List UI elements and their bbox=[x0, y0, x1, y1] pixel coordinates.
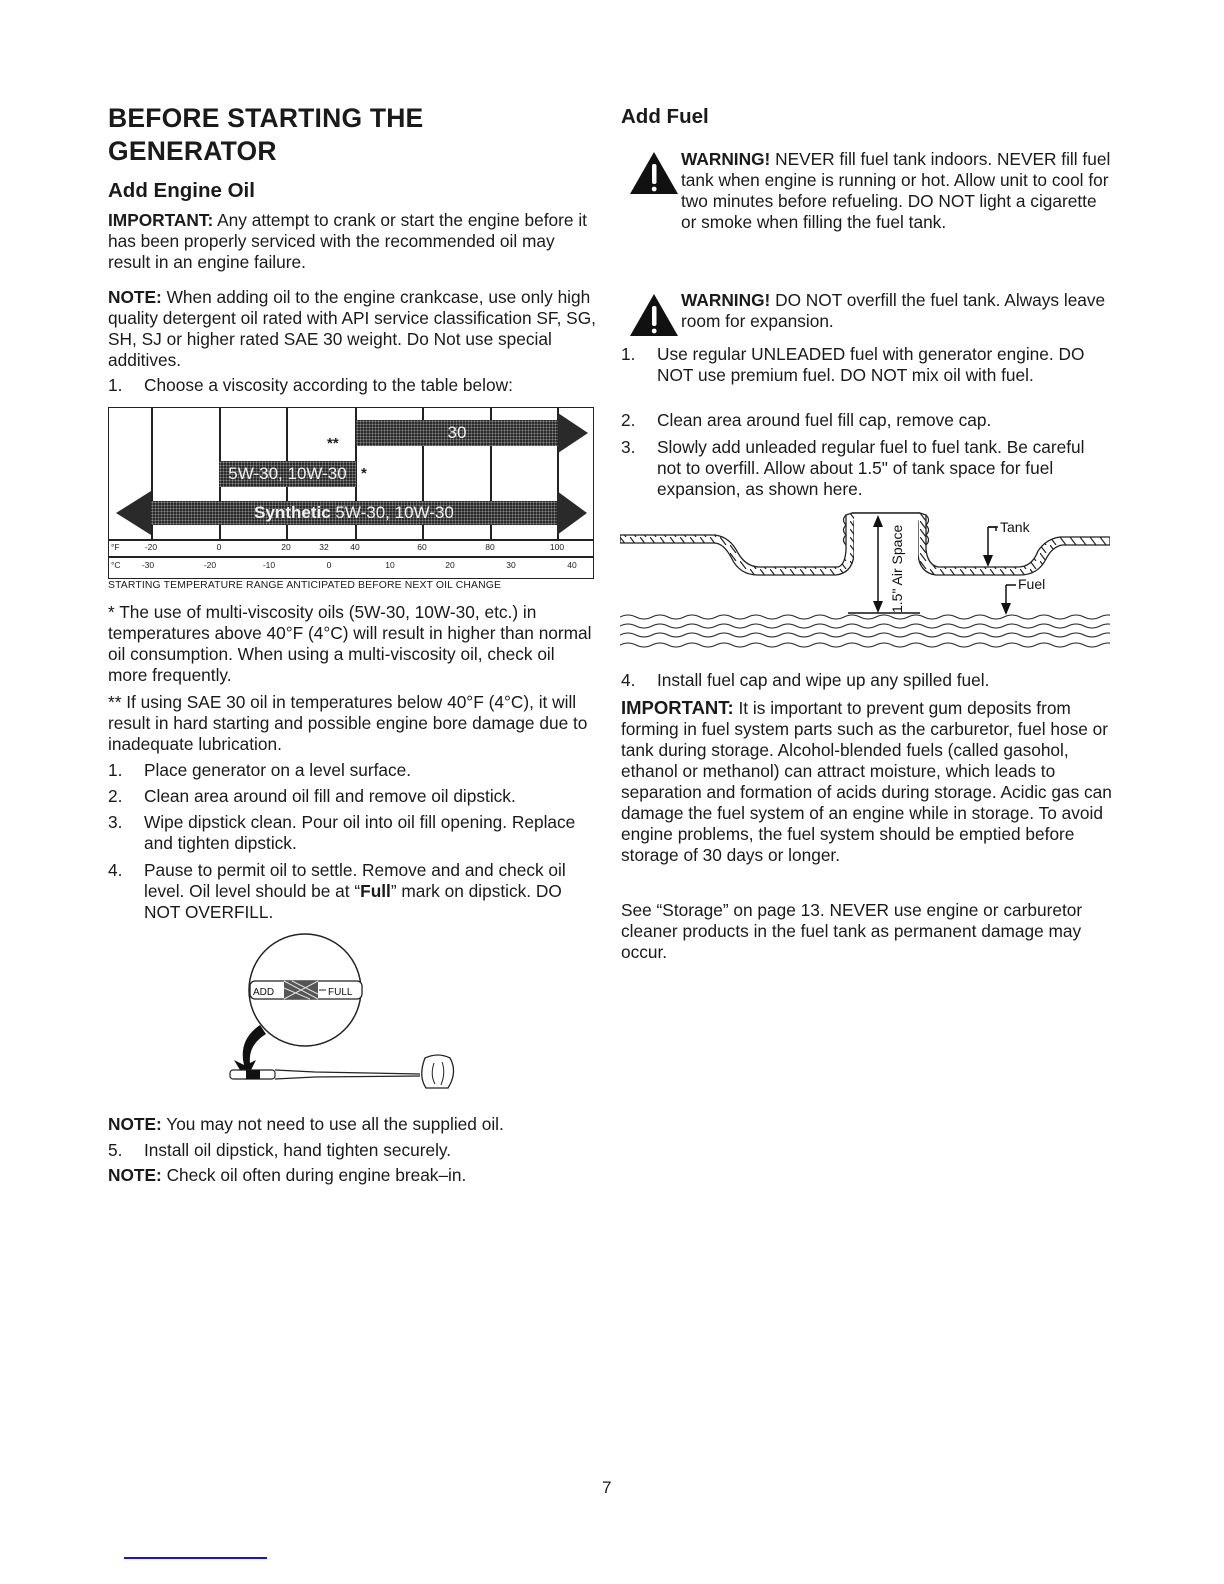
step-text: Place generator on a level surface. bbox=[144, 760, 412, 780]
note-text: Check oil often during engine break–in. bbox=[161, 1165, 467, 1185]
tick: 40 bbox=[567, 560, 577, 570]
text: ” mark on dipstick. DO NOT OVERFILL. bbox=[144, 881, 562, 922]
add-mark-label: ADD bbox=[253, 987, 275, 998]
tick: 0 bbox=[216, 542, 222, 552]
note-label: NOTE: bbox=[108, 287, 162, 307]
oil-important-paragraph bbox=[108, 210, 596, 273]
oil-step-3 bbox=[108, 812, 596, 854]
footnote-single-star: * The use of multi-viscosity oils (5W-30, 10W-30, etc.) in temperatures above 40°F (4°C) will result in higher than normal oil consumption. When using a multi-viscosity oil, check oil more frequently. bbox=[108, 602, 592, 685]
tick: 0 bbox=[326, 560, 332, 570]
important-label: IMPORTANT: bbox=[621, 697, 734, 718]
chart-caption: STARTING TEMPERATURE RANGE ANTICIPATED BEFORE NEXT OIL CHANGE bbox=[108, 580, 502, 591]
synthetic-label-bold: Synthetic bbox=[254, 503, 331, 522]
oil-note-supplied bbox=[108, 1114, 596, 1135]
tick: 40 bbox=[350, 542, 360, 552]
fuel-warning-1 bbox=[681, 149, 1111, 233]
full-mark-label: FULL bbox=[328, 987, 353, 998]
warning-label: WARNING! bbox=[681, 149, 771, 169]
step-number: 4. bbox=[108, 860, 123, 880]
celsius-axis bbox=[109, 558, 593, 574]
important-text: Any attempt to crank or start the engine before it has been properly serviced with the recommended oil may result in an engine failure. bbox=[108, 210, 587, 272]
note-text: When adding oil to the engine crankcase, use only high quality detergent oil rated with API service classification SF, SG, SH, SJ or higher rated SAE 30 weight. Do Not use special additives. bbox=[108, 287, 596, 370]
fahrenheit-axis bbox=[109, 540, 593, 556]
important-label: IMPORTANT: bbox=[108, 210, 214, 230]
step-number: 4. bbox=[621, 670, 636, 690]
warning-label: WARNING! bbox=[681, 290, 771, 310]
multi-viscosity-band bbox=[219, 461, 356, 487]
tick: 30 bbox=[506, 560, 516, 570]
air-space-label: 1.5" Air Space bbox=[889, 524, 905, 613]
fuel-important-paragraph bbox=[621, 697, 1113, 866]
oil-note-break-in bbox=[108, 1165, 596, 1186]
step-number: 3. bbox=[108, 812, 123, 832]
step-text bbox=[144, 860, 596, 923]
step-text: Clean area around fuel fill cap, remove cap. bbox=[657, 410, 992, 430]
oil-step-2 bbox=[108, 786, 596, 807]
footnote-marker-double: ** bbox=[327, 435, 339, 452]
step-text: Clean area around oil fill and remove oil dipstick. bbox=[144, 786, 516, 806]
fuel-warning-2 bbox=[681, 290, 1111, 332]
tick: 80 bbox=[485, 542, 495, 552]
fahrenheit-unit: °F bbox=[111, 542, 120, 552]
text: Pause to permit oil to settle. Remove and and check oil level. Oil level should be at “ bbox=[144, 860, 566, 901]
step-text: Install oil dipstick, hand tighten securely. bbox=[144, 1140, 452, 1160]
tank-label: Tank bbox=[1000, 519, 1030, 535]
fuel-label: Fuel bbox=[1018, 576, 1046, 592]
tick: -20 bbox=[203, 560, 217, 570]
arrow-left-icon bbox=[116, 491, 151, 535]
step-number: 1. bbox=[108, 760, 123, 780]
footnote-rule bbox=[124, 1557, 267, 1559]
add-engine-oil-heading: Add Engine Oil bbox=[108, 179, 255, 202]
step-text: Slowly add unleaded regular fuel to fuel tank. Be careful not to overfill. Allow about 1.5" of tank space for fuel expansion, as shown here. bbox=[657, 437, 1085, 499]
tick: 100 bbox=[549, 542, 565, 552]
step-text: Use regular UNLEADED fuel with generator engine. DO NOT use premium fuel. DO NOT mix oil with fuel. bbox=[657, 344, 1085, 385]
see-storage-paragraph: See “Storage” on page 13. NEVER use engine or carburetor cleaner products in the fuel tank as permanent damage may occur. bbox=[621, 900, 1083, 962]
dipstick-illustration bbox=[220, 930, 480, 1090]
sae30-band bbox=[356, 420, 558, 446]
footnote-marker-single: * bbox=[361, 465, 367, 482]
step-text: Choose a viscosity according to the table below: bbox=[144, 375, 513, 395]
warning-text: DO NOT overfill the fuel tank. Always leave room for expansion. bbox=[681, 290, 1106, 331]
warning-text: NEVER fill fuel tank indoors. NEVER fill fuel tank when engine is running or hot. Allow unit to cool for two minutes before refueling. DO NOT light a cigarette or smoke when filling the fuel tank. bbox=[681, 149, 1111, 232]
important-text: It is important to prevent gum deposits from forming in fuel system parts such as the carburetor, fuel hose or tank during storage. Alcohol-blended fuels (called gasohol, ethanol or methanol) can attract moisture, which leads to separation and formation of acids during storage. Acidic gas can damage the fuel system of an engine while in storage. To avoid engine problems, the fuel system should be emptied before storage of 30 days or longer. bbox=[621, 698, 1112, 865]
warning-triangle-icon bbox=[628, 292, 680, 338]
viscosity-chart bbox=[108, 407, 594, 579]
full-bold: Full bbox=[360, 881, 391, 901]
note-text: You may not need to use all the supplied oil. bbox=[161, 1114, 504, 1134]
tick: -30 bbox=[141, 560, 155, 570]
fuel-step-4 bbox=[621, 670, 1113, 691]
step-number: 1. bbox=[108, 375, 123, 395]
fuel-step-1 bbox=[621, 344, 1113, 386]
footnote-double-star: ** If using SAE 30 oil in temperatures below 40°F (4°C), it will result in hard starting and possible engine bore damage due to inadequate lubrication. bbox=[108, 692, 588, 754]
warning-triangle-icon bbox=[628, 150, 680, 196]
step-number: 1. bbox=[621, 344, 636, 364]
oil-step-5 bbox=[108, 1140, 596, 1161]
oil-step-1 bbox=[108, 375, 596, 396]
add-fuel-heading: Add Fuel bbox=[621, 105, 709, 128]
fuel-surface-waves bbox=[620, 615, 1110, 647]
oil-step-1b bbox=[108, 760, 596, 781]
tick: 20 bbox=[281, 542, 291, 552]
oil-note-paragraph bbox=[108, 287, 596, 371]
tick: -20 bbox=[144, 542, 158, 552]
synthetic-label: 5W-30, 10W-30 bbox=[335, 503, 454, 522]
fuel-step-3 bbox=[621, 437, 1113, 500]
sae30-label: 30 bbox=[447, 423, 467, 442]
step-text: Wipe dipstick clean. Pour oil into oil fill opening. Replace and tighten dipstick. bbox=[144, 812, 576, 853]
arrow-right-icon bbox=[558, 413, 588, 453]
step-number: 5. bbox=[108, 1140, 123, 1160]
tick: -10 bbox=[262, 560, 276, 570]
page-number: 7 bbox=[602, 1478, 612, 1497]
note-label: NOTE: bbox=[108, 1114, 162, 1134]
step-number: 2. bbox=[621, 410, 636, 430]
step-text: Install fuel cap and wipe up any spilled fuel. bbox=[657, 670, 990, 690]
section-title: BEFORE STARTING THE GENERATOR bbox=[108, 103, 424, 166]
tick: 10 bbox=[385, 560, 395, 570]
multi-viscosity-label: 5W-30, 10W-30 bbox=[228, 464, 347, 483]
fuel-step-2 bbox=[621, 410, 1113, 431]
synthetic-band bbox=[151, 501, 557, 525]
step-number: 3. bbox=[621, 437, 636, 457]
note-label: NOTE: bbox=[108, 1165, 162, 1185]
step-number: 2. bbox=[108, 786, 123, 806]
tick: 32 bbox=[319, 542, 329, 552]
tick: 20 bbox=[445, 560, 455, 570]
fuel-tank-diagram bbox=[620, 505, 1110, 655]
tick: 60 bbox=[417, 542, 427, 552]
celsius-unit: °C bbox=[111, 560, 121, 570]
oil-step-4 bbox=[108, 860, 596, 923]
dipstick-cap-icon bbox=[422, 1055, 454, 1088]
arrow-right-icon bbox=[557, 491, 587, 535]
